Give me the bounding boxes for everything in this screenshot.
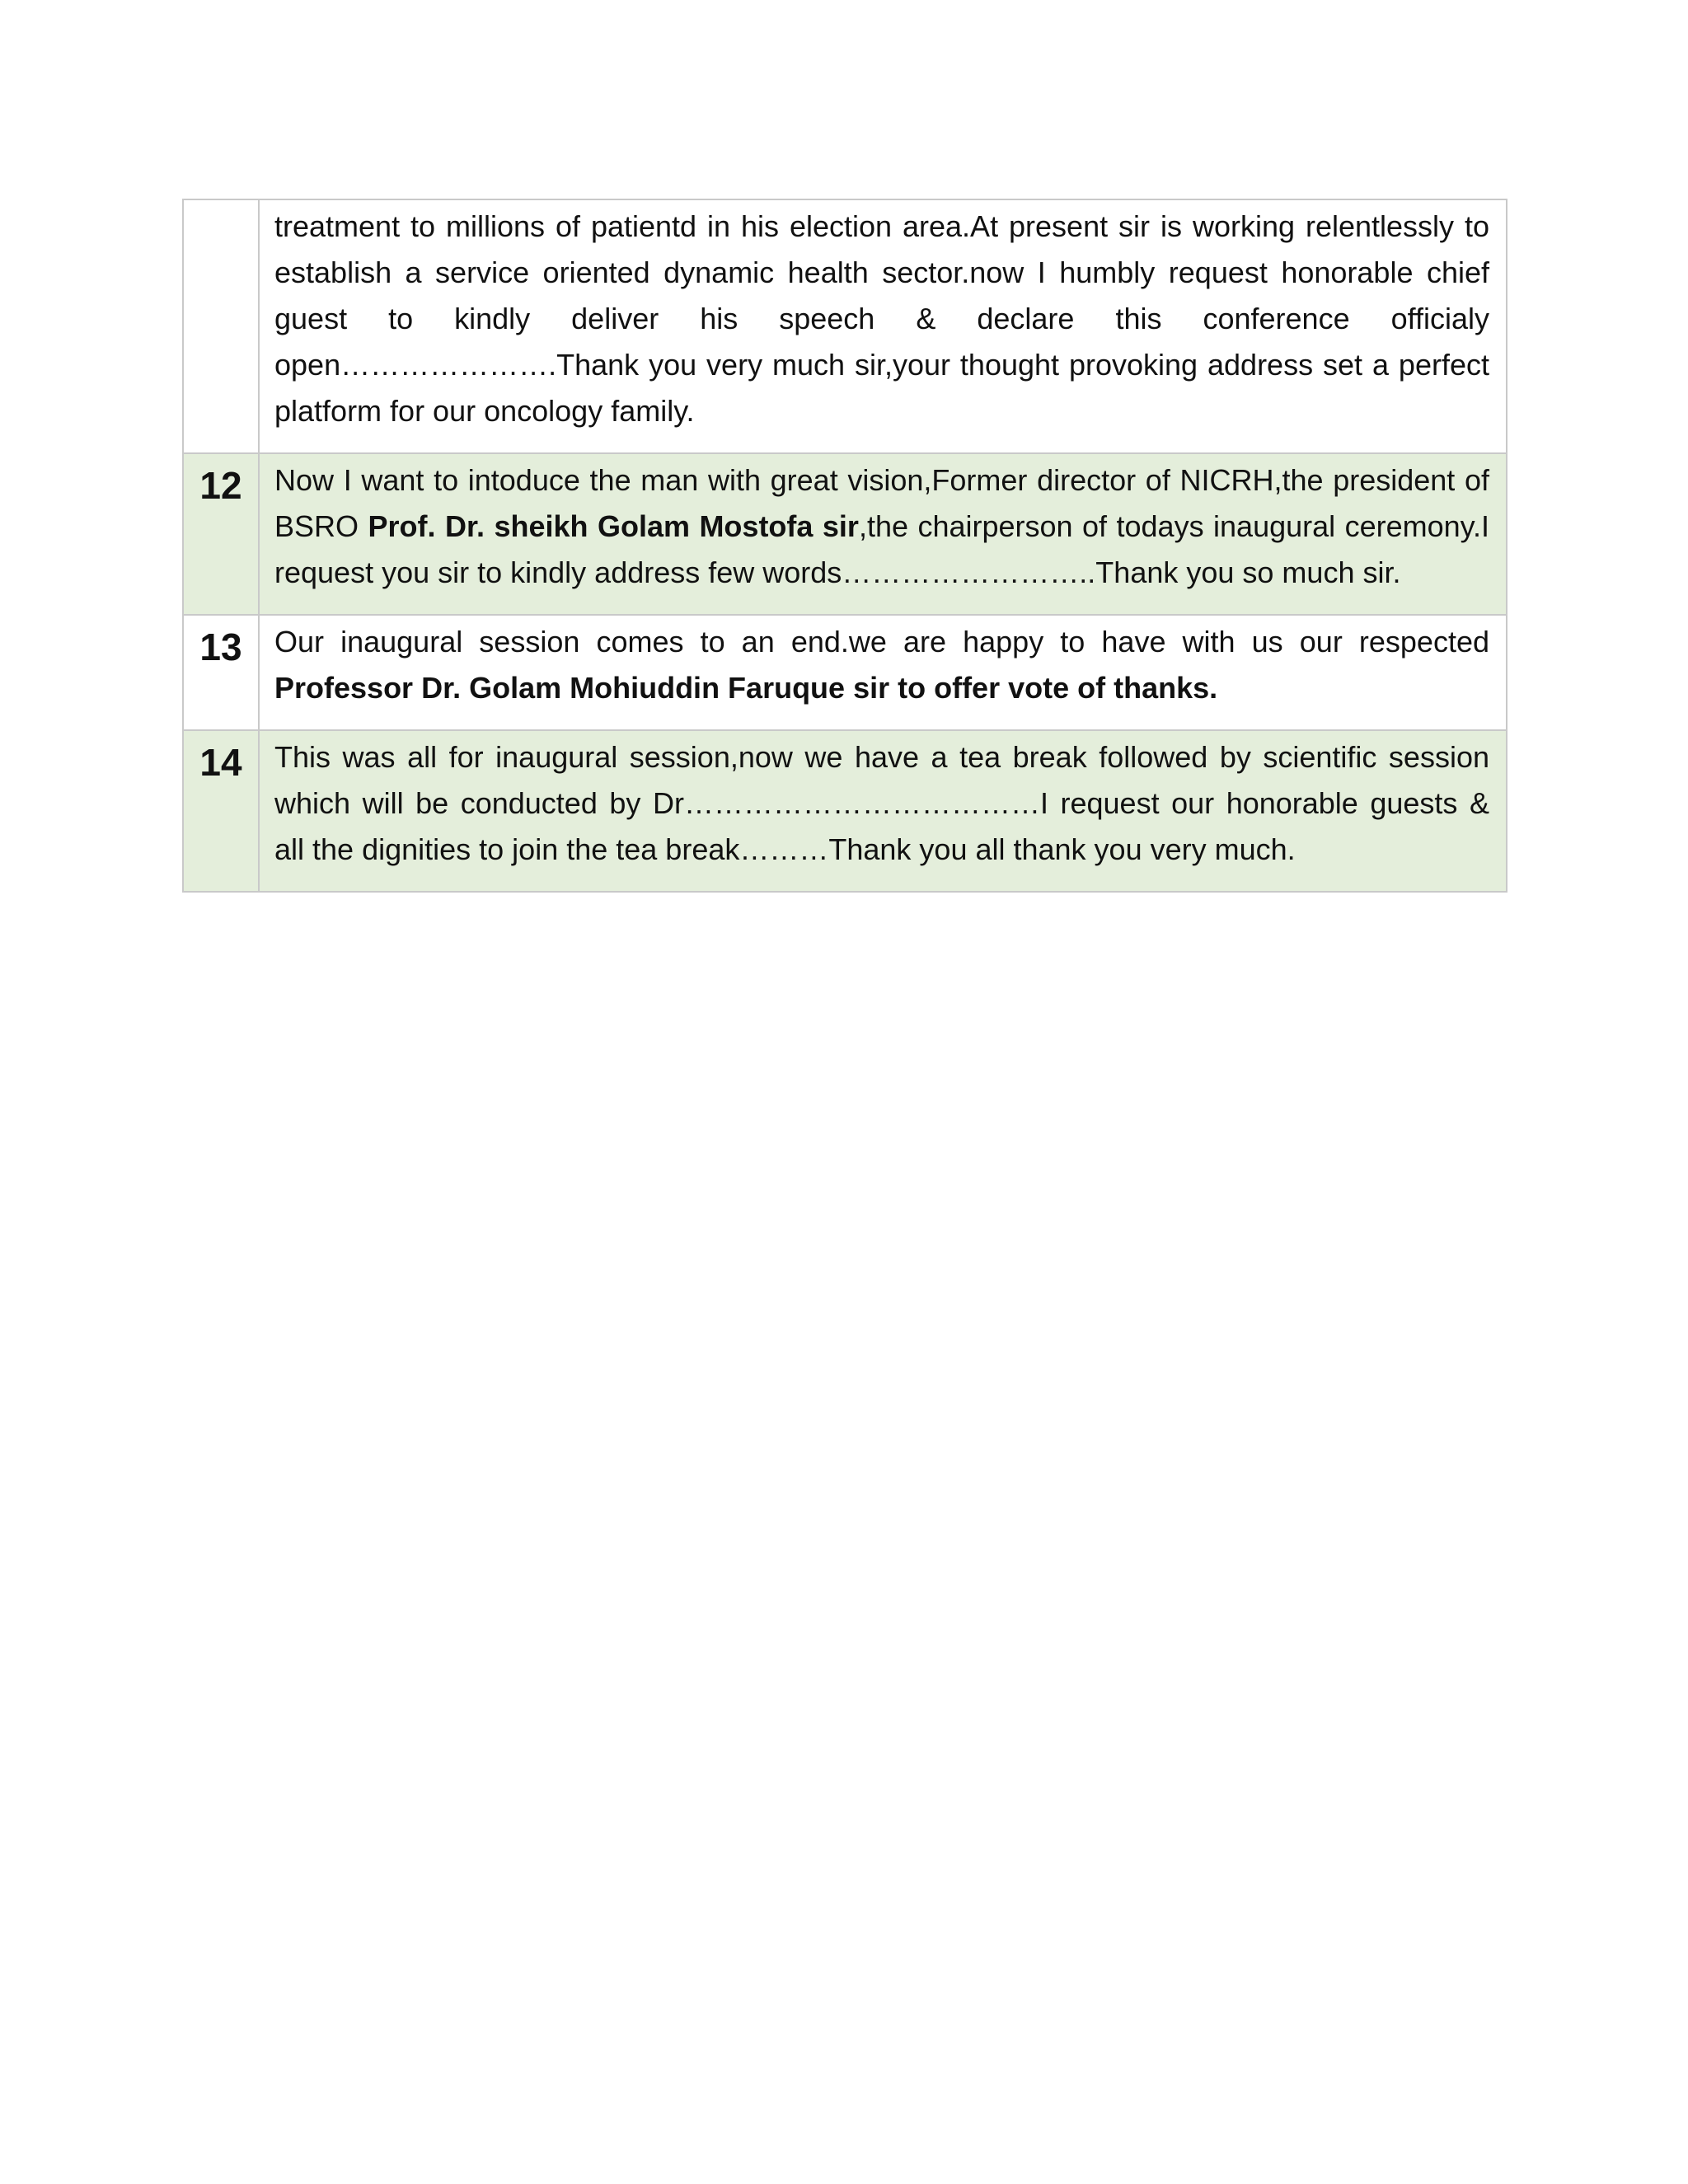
row-text bbox=[259, 615, 1507, 730]
table-row bbox=[183, 615, 1507, 730]
table-row bbox=[183, 453, 1507, 615]
row-text-segment: Our inaugural session comes to an end.we are happy to have with us our respected bbox=[274, 625, 1489, 658]
row-text bbox=[259, 453, 1507, 615]
row-number: 12 bbox=[183, 453, 259, 615]
row-number: 14 bbox=[183, 730, 259, 892]
row-text bbox=[259, 199, 1507, 453]
row-number: 13 bbox=[183, 615, 259, 730]
row-text-segment: treatment to millions of patientd in his election area.At present sir is working relentlessly to establish a service oriented dynamic health sector.now I humbly request honorable chief guest to kindly deliver his speech & declare this conference officialy open………………….Thank you very much sir,your thought provoking address set a perfect platform for our oncology family. bbox=[274, 209, 1489, 428]
row-text bbox=[259, 730, 1507, 892]
row-text-bold-name: Prof. Dr. sheikh Golam Mostofa sir bbox=[368, 509, 859, 543]
program-script-table bbox=[182, 199, 1507, 893]
row-number bbox=[183, 199, 259, 453]
table-row bbox=[183, 730, 1507, 892]
row-text-segment: This was all for inaugural session,now we have a tea break followed by scientific session which will be conducted by Dr………………………………I request our honorable guests & all the dignities to join the tea break………Thank you all thank you very much. bbox=[274, 740, 1489, 866]
row-text-bold-name: Professor Dr. Golam Mohiuddin Faruque sir to offer vote of thanks. bbox=[274, 671, 1218, 705]
table-row bbox=[183, 199, 1507, 453]
row-text-segment: ,the chairperson of todays inaugural ceremony.I request you sir to kindly address few words……………………..Thank you so much sir. bbox=[274, 509, 1489, 589]
row-text-segment: Now I want to intoduce the man with great vision,Former director of NICRH,the president of BSRO bbox=[274, 463, 1489, 543]
